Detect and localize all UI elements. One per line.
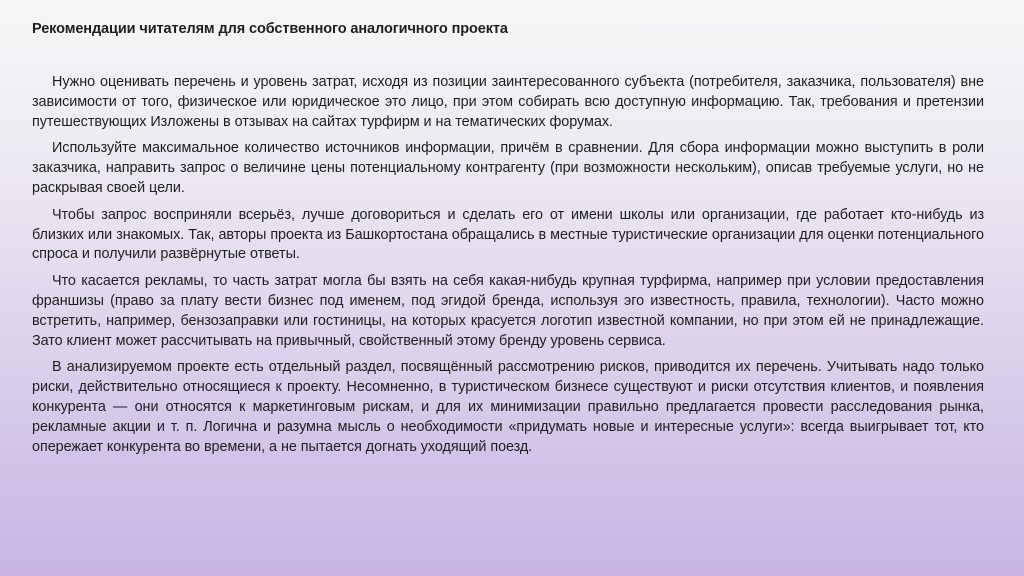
paragraph-request: Чтобы запрос восприняли всерьёз, лучше договориться и сделать его от имени школы или организации, где работает кто-нибудь из близких или знакомых. Так, авторы проекта из Башкортостана обращались в местные туристические организации для оценки потенциального спроса и получили развёрнутые ответы. [32,206,984,263]
paragraph-risks: В анализируемом проекте есть отдельный раздел, посвящённый рассмотрению рисков, приводится их перечень. Учитывать надо только риски, действительно относящиеся к проекту. Несомненно, в туристическом бизнесе существуют и риски отсутствия клиентов, и появления конкурента — они относятся к маркетинговым рискам, и для их минимизации правильно предлагается провести расследования рынка, рекламные акции и т. п. Логична и разумна мысль о необходимости «придумать новые и интересные услуги»: всегда выигрывает тот, кто опережает конкурента во времени, а не пытается догнать уходящий поезд. [32,359,984,455]
slide [32,0,984,576]
paragraph-advertising: Что касается рекламы, то часть затрат могла бы взять на себя какая-нибудь крупная турфирма, например при условии предоставления франшизы (право за плату вести бизнес под именем, под эгидой бренда, используя эго известность, правила, технологии). Часто можно встретить, например, бензозаправки или гостиницы, на которых красуется логотип известной компании, но при этом ей не принадлежащие. Зато клиент может рассчитывать на привычный, свойственный этому бренду уровень сервиса. [32,273,984,349]
paragraph-sources: Используйте максимальное количество источников информации, причём в сравнении. Для сбора информации можно выступить в роли заказчика, направить запрос о величине цены потенциальному контрагенту (при возможности нескольким), описав требуемые услуги, но не раскрывая своей цели. [32,140,984,196]
slide-title: Рекомендации читателям для собственного аналогичного проекта [32,21,508,37]
paragraph-costs: Нужно оценивать перечень и уровень затрат, исходя из позиции заинтересованного субъекта (потребителя, заказчика, пользователя) вне зависимости от того, физическое или юридическое это лицо, при этом собирать всю доступную информацию. Так, требования и претензии путешествующих Изложены в отзывах на сайтах турфирм и на тематических форумах. [32,74,984,130]
slide-body [32,73,984,464]
